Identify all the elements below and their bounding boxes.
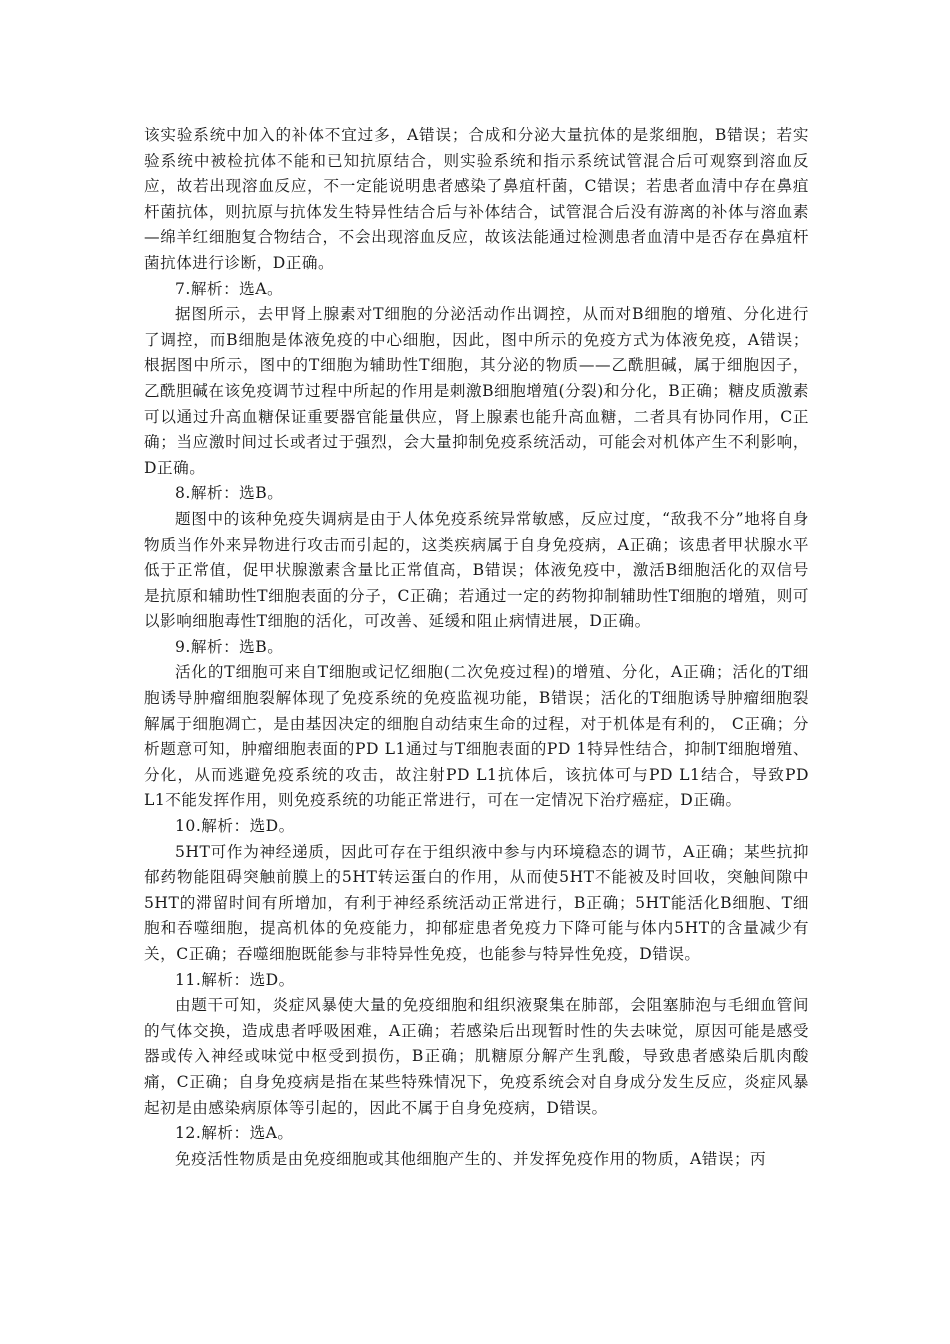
paragraph-q10: 5HT可作为神经递质，因此可存在于组织液中参与内环境稳态的调节，A正确；某些抗抑郁药物能阻碍突触前膜上的5HT转运蛋白的作用，从而使5HT不能被及时回收，突触间隙中5HT的滞留时间有所增加，有利于神经系统活动正常进行，B正确；5HT能活化B细胞、T细胞和吞噬细胞，提高机体的免疫能力，抑郁症患者免疫力下降可能与体内5HT的含量减少有关，C正确；吞噬细胞既能参与非特异性免疫，也能参与特异性免疫，D错误。 xyxy=(144,842,809,963)
heading-q12: 12.解析：选A。 xyxy=(175,1124,294,1143)
paragraph-q11: 由题干可知，炎症风暴使大量的免疫细胞和组织液聚集在肺部，会阻塞肺泡与毛细血管间的气体交换，造成患者呼吸困难，A正确；若感染后出现暂时性的失去味觉，原因可能是感受器或传入神经或味觉中枢受到损伤，B正确；肌糖原分解产生乳酸，导致患者感染后肌肉酸痛，C正确；自身免疫病是指在某些特殊情况下，免疫系统会对自身成分发生反应，炎症风暴起初是由感染病原体等引起的，因此不属于自身免疫病，D错误。 xyxy=(144,996,809,1117)
heading-q7: 7.解析：选A。 xyxy=(175,279,284,298)
heading-q10: 10.解析：选D。 xyxy=(175,817,295,836)
heading-q11: 11.解析：选D。 xyxy=(175,970,295,989)
answer-explanations-page xyxy=(144,123,809,1172)
heading-q9: 9.解析：选B。 xyxy=(175,637,284,656)
paragraph-q7: 据图所示，去甲肾上腺素对T细胞的分泌活动作出调控，从而对B细胞的增殖、分化进行了调控，而B细胞是体液免疫的中心细胞，因此，图中所示的免疫方式为体液免疫，A错误；根据图中所示，图中的T细胞为辅助性T细胞，其分泌的物质——乙酰胆碱，属于细胞因子，乙酰胆碱在该免疫调节过程中所起的作用是刺激B细胞增殖(分裂)和分化，B正确；糖皮质激素可以通过升高血糖保证重要器官能量供应，肾上腺素也能升高血糖，二者具有协同作用，C正确；当应激时间过长或者过于强烈，会大量抑制免疫系统活动，可能会对机体产生不利影响，D正确。 xyxy=(144,305,809,477)
heading-q8: 8.解析：选B。 xyxy=(175,484,284,503)
paragraph-q6-continuation: 该实验系统中加入的补体不宜过多，A错误；合成和分泌大量抗体的是浆细胞，B错误；若实验系统中被检抗体不能和已知抗原结合，则实验系统和指示系统试管混合后可观察到溶血反应，故若出现溶血反应，不一定能说明患者感染了鼻疽杆菌，C错误；若患者血清中存在鼻疽杆菌抗体，则抗原与抗体发生特异性结合后与补体结合，试管混合后没有游离的补体与溶血素—绵羊红细胞复合物结合，不会出现溶血反应，故该法能通过检测患者血清中是否存在鼻疽杆菌抗体进行诊断，D正确。 xyxy=(144,126,809,272)
paragraph-q8: 题图中的该种免疫失调病是由于人体免疫系统异常敏感，反应过度，“敌我不分”地将自身物质当作外来异物进行攻击而引起的，这类疾病属于自身免疫病，A正确；该患者甲状腺水平低于正常值，促甲状腺激素含量比正常值高，B错误；体液免疫中，激活B细胞活化的双信号是抗原和辅助性T细胞表面的分子，C正确；若通过一定的药物抑制辅助性T细胞的增殖，则可以影响细胞毒性T细胞的活化，可改善、延缓和阻止病情进展，D正确。 xyxy=(144,509,809,631)
paragraph-q12: 免疫活性物质是由免疫细胞或其他细胞产生的、并发挥免疫作用的物质，A错误；丙 xyxy=(175,1149,767,1168)
paragraph-q9: 活化的T细胞可来自T细胞或记忆细胞(二次免疫过程)的增殖、分化，A正确；活化的T细胞诱导肿瘤细胞裂解体现了免疫系统的免疫监视功能，B错误；活化的T细胞诱导肿瘤细胞裂解属于细胞凋亡，是由基因决定的细胞自动结束生命的过程，对于机体是有利的， C正确；分析题意可知，肿瘤细胞表面的PD L1通过与T细胞表面的PD 1特异性结合，抑制T细胞增殖、分化，从而逃避免疫系统的攻击，故注射PD L1抗体后，该抗体可与PD L1结合，导致PD L1不能发挥作用，则免疫系统的功能正常进行，可在一定情况下治疗癌症，D正确。 xyxy=(144,663,809,810)
